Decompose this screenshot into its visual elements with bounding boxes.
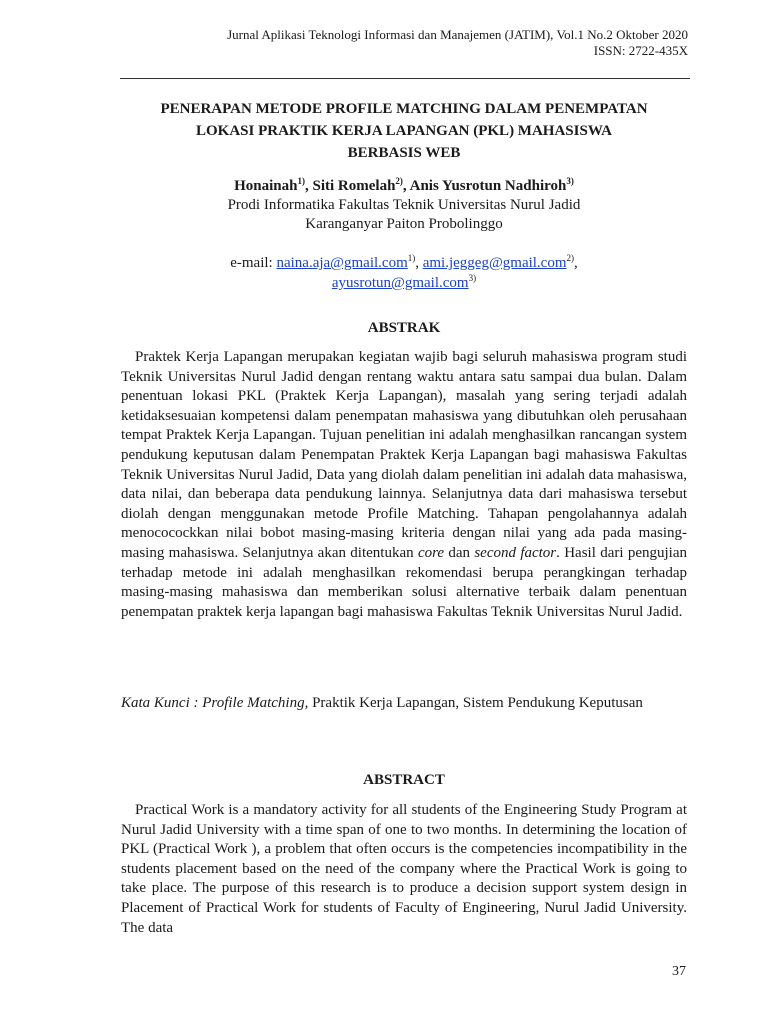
author-list	[100, 176, 708, 196]
abstrak-italic-term: core	[417, 544, 445, 561]
header-divider	[120, 78, 690, 79]
abstrak-heading: ABSTRAK	[367, 320, 441, 336]
author-name: Honainah	[234, 178, 298, 194]
keywords	[121, 694, 687, 714]
abstrak-text: dan	[444, 544, 475, 561]
title-line: BERBASIS WEB	[347, 145, 461, 161]
affiliation-address: Karanganyar Paiton Probolinggo	[305, 216, 503, 232]
email-prefix: e-mail:	[230, 255, 277, 271]
issn: ISSN: 2722-435X	[593, 43, 688, 58]
abstract-body: Practical Work is a mandatory activity for all students of the Engineering Study Program at Nurul Jadid University with a time span of one to two months. In determining the location of PKL (Practical Work ), a problem that often occurs is the competencies incompatibility in the students placement based on the need of the company where the Practical Work is going to take place. The purpose of this research is to produce a decision support system design in Placement of Practical Work for students of Faculty of Engineering, Nurul Jadid University. The data	[121, 802, 687, 936]
abstract-heading: ABSTRACT	[363, 772, 445, 788]
author-separator: ,	[305, 178, 313, 194]
abstrak-body	[121, 348, 687, 622]
abstrak-text: . Hasil dari pengujian terhadap metode ini adalah menghasilkan rekomendasi berupa perangkingan terhadap masing-masing mahasiswa dan memberikan solusi alternative terbaik dalam penentuan penempatan praktek kerja lapangan bagi mahasiswa Fakultas Teknik Universitas Nurul Jadid.	[121, 544, 687, 620]
title-line: PENERAPAN METODE PROFILE MATCHING DALAM PENEMPATAN	[160, 101, 648, 117]
author-affiliation-mark: 2)	[395, 176, 403, 186]
keywords-label: Kata Kunci : Profile Matching,	[121, 695, 309, 711]
paper-title	[100, 98, 708, 164]
journal-header	[88, 27, 688, 59]
email-link-2[interactable]: ami.jeggeg@gmail.com	[422, 255, 567, 271]
email-line	[100, 273, 708, 293]
email-mark: 3)	[468, 273, 477, 283]
author-affiliation-mark: 3)	[566, 176, 574, 186]
author-separator: ,	[402, 178, 410, 194]
email-mark: 2)	[566, 253, 575, 263]
email-separator: ,	[415, 255, 423, 271]
author-affiliation-mark: 1)	[297, 176, 305, 186]
email-mark: 1)	[407, 253, 416, 263]
journal-citation: Jurnal Aplikasi Teknologi Informasi dan Manajemen (JATIM), Vol.1 No.2 Oktober 2020	[227, 27, 688, 42]
keywords-terms: Praktik Kerja Lapangan, Sistem Pendukung Keputusan	[308, 695, 643, 711]
email-link-3[interactable]: ayusrotun@gmail.com	[331, 275, 469, 291]
abstrak-text: Praktek Kerja Lapangan merupakan kegiatan wajib bagi seluruh mahasiswa program studi Teknik Universitas Nurul Jadid dengan rentang waktu antara satu sampai dua bulan. Dalam penentuan lokasi PKL (Praktek Kerja Lapangan), masalah yang sering terjadi adalah ketidaksesuaian kompetensi dalam penempatan mahasiswa yang dibutuhkan oleh perusahaan tempat Praktek Kerja Lapangan. Tujuan penelitian ini adalah menghasilkan rancangan system pendukung keputusan dalam Penempatan Praktek Kerja Lapangan bagi mahasiswa Fakultas Teknik Universitas Nurul Jadid, Data yang diolah dalam penelitian ini adalah data mahasiswa, data nilai, dan beberapa data pendukung lainnya. Selanjutnya data dari mahasiswa tersebut diolah dengan menggunakan metode Profile Matching. Tahapan pengolahannya adalah menococockkan nilai bobot masing-masing kriteria dengan nilai yang ada pada masing-masing mahasiswa. Selanjutnya akan ditentukan	[121, 349, 687, 561]
email-link-1[interactable]: naina.aja@gmail.com	[276, 255, 408, 271]
author-name: Siti Romelah	[312, 178, 396, 194]
email-separator: ,	[574, 255, 578, 271]
author-name: Anis Yusrotun Nadhiroh	[409, 178, 567, 194]
page-number: 37	[672, 964, 686, 979]
abstrak-italic-term: second factor	[474, 544, 557, 561]
affiliation-department: Prodi Informatika Fakultas Teknik Universitas Nurul Jadid	[227, 197, 581, 213]
title-line: LOKASI PRAKTIK KERJA LAPANGAN (PKL) MAHASISWA	[195, 123, 612, 139]
email-line	[100, 253, 708, 273]
